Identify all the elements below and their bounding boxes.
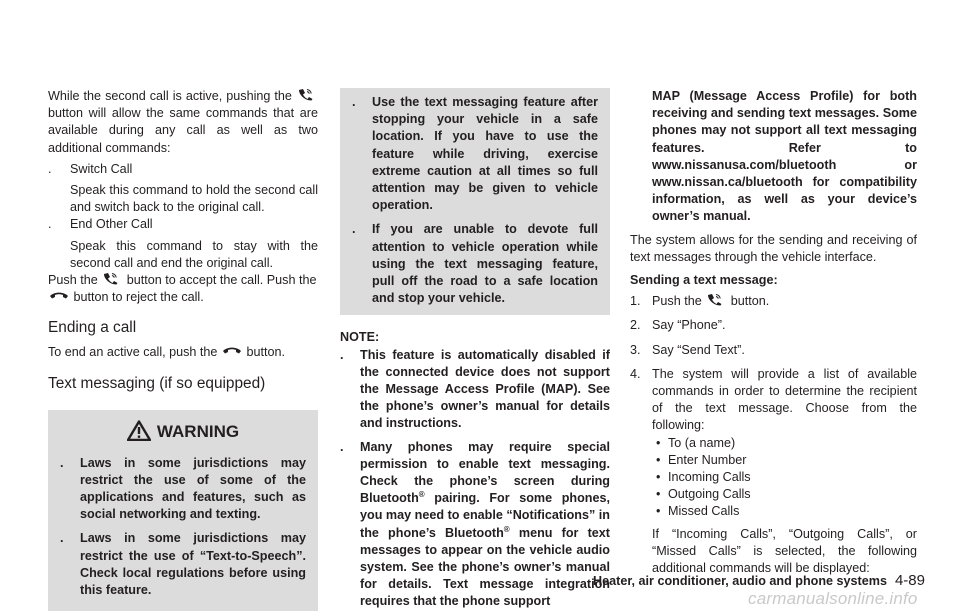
list-item — [652, 486, 917, 503]
note-text-continued: MAP (Message Access Profile) for both receiving and sending text messages. Some phones may not support all text messaging features. Refer to www.nissanusa.com/bluetooth or www.nissan.ca/bluetooth for compatibility information, as well as your device’s owner’s manual. — [652, 89, 917, 224]
phone-end-icon — [49, 289, 69, 302]
column-left — [48, 88, 318, 611]
warning-triangle-icon — [127, 420, 151, 441]
step-text: Say “Phone”. — [652, 318, 726, 333]
note-label: NOTE: — [340, 330, 380, 345]
text: button to reject the call. — [73, 290, 204, 305]
footer-section-title: Heater, air conditioner, audio and phone systems — [593, 574, 887, 588]
options-list — [630, 435, 917, 578]
list-item — [630, 342, 917, 359]
column-right — [630, 88, 917, 577]
heading-ending-call: Ending a call — [48, 319, 137, 337]
list-item-title: Switch Call — [70, 161, 133, 176]
bullet: • — [656, 452, 661, 467]
list-item — [630, 317, 917, 334]
phone-talk-icon — [297, 88, 317, 101]
bullet: . — [340, 439, 344, 454]
warning-text: Laws in some jurisdictions may restrict the use of some of the applications and features, such as social networking and texting. — [80, 455, 306, 522]
note-text: This feature is automatically disabled if the connected device does not support the Message Access Profile (MAP). See the phone’s owner’s manual for details and instructions. — [360, 347, 610, 431]
warning-text: If you are unable to devote full attention to vehicle operation while using the text messaging feature, pull off the road to a safe location and stop your vehicle. — [372, 222, 598, 306]
list-item-desc: Speak this command to stay with the second call and end the original call. — [70, 238, 318, 270]
list-item — [652, 452, 917, 469]
warning-heading — [60, 420, 306, 443]
warning-box-continued — [340, 88, 610, 315]
list-item — [48, 216, 318, 233]
bullet: • — [656, 470, 661, 485]
bullet: . — [60, 531, 64, 546]
step-text: Say “Send Text”. — [652, 342, 745, 357]
option-text: Missed Calls — [668, 504, 740, 519]
phone-end-icon — [222, 344, 242, 357]
option-text: Enter Number — [668, 452, 747, 467]
column-middle — [340, 88, 610, 611]
text: To end an active call, push the — [48, 345, 218, 360]
paragraph-accept-reject — [48, 272, 318, 306]
bullet: . — [352, 95, 356, 109]
list-item — [652, 435, 917, 452]
heading-text-messaging: Text messaging (if so equipped) — [48, 374, 266, 392]
note-text: pairing. For some phones, you may need to enable “Notifications” in the phone’s Bluetooth — [360, 491, 610, 540]
step-text: The system will provide a list of available commands in order to determine the recipient of the text message. Choose from the following: — [652, 366, 917, 433]
warning-item — [60, 455, 306, 524]
bullet: . — [48, 161, 52, 176]
list-item — [630, 293, 917, 310]
list-item — [652, 503, 917, 520]
step-number: 4. — [630, 366, 641, 381]
step-text: Push the — [652, 294, 702, 309]
text: button. — [246, 345, 285, 360]
option-text: To (a name) — [668, 435, 736, 450]
phone-talk-icon — [102, 272, 122, 285]
text: While the second call is active, pushing the — [48, 89, 292, 103]
watermark: carmanualsonline.info — [748, 589, 918, 608]
warning-item — [352, 94, 598, 214]
text: Push the — [48, 273, 98, 288]
note-text: menu for text messages to appear on the vehicle audio system. See the phone’s owner’s manual for details. Text message integration requires that the phone support — [360, 525, 610, 609]
step-text: button. — [730, 294, 770, 309]
step-number: 1. — [630, 294, 641, 309]
list-item — [630, 366, 917, 435]
page-footer — [555, 572, 925, 590]
step-number: 2. — [630, 318, 641, 333]
bullet: • — [656, 504, 661, 519]
phone-talk-icon — [706, 293, 726, 306]
text: button will allow the same commands that are available during any call as well as two additional commands: — [48, 106, 318, 155]
bullet: . — [60, 455, 64, 470]
warning-title: WARNING — [156, 421, 240, 441]
step-number: 3. — [630, 342, 641, 357]
paragraph-second-call — [48, 88, 318, 157]
bullet: • — [656, 487, 661, 502]
option-text: Incoming Calls — [668, 470, 751, 485]
paragraph-end-call — [48, 344, 318, 361]
list-item-desc: Speak this command to hold the second call and switch back to the original call. — [70, 183, 318, 215]
warning-text: Use the text messaging feature after stopping your vehicle in a safe location. If you have to use the feature while driving, exercise extreme caution at all times so full attention may be given to vehicle operation. — [372, 95, 598, 213]
note-item — [340, 347, 610, 433]
paragraph-closing: If “Incoming Calls”, “Outgoing Calls”, or “Missed Calls” is selected, the following additional commands will be displayed: — [652, 526, 917, 576]
list-item-title: End Other Call — [70, 217, 153, 232]
warning-text: Laws in some jurisdictions may restrict the use of “Text-to-Speech”. Check local regulations before using this feature. — [80, 531, 306, 598]
page-number: 4-89 — [894, 572, 925, 589]
warning-box — [48, 410, 318, 611]
note-text: Many phones may require special permission to enable text messaging. Check the phone’s screen during Bluetooth — [360, 439, 610, 506]
paragraph-intro: The system allows for the sending and receiving of text messages through the vehicle interface. — [630, 232, 917, 264]
registered-mark: ® — [418, 490, 425, 500]
list-item — [48, 161, 318, 178]
text: button to accept the call. Push the — [126, 273, 317, 288]
bullet: . — [340, 347, 344, 362]
list-item — [652, 469, 917, 486]
bullet: • — [656, 435, 661, 450]
registered-mark: ® — [503, 524, 510, 534]
option-text: Outgoing Calls — [668, 487, 751, 502]
heading-sending-text: Sending a text message: — [630, 273, 778, 288]
warning-item — [352, 221, 598, 307]
bullet: . — [48, 217, 52, 232]
bullet: . — [352, 222, 356, 237]
warning-item — [60, 530, 306, 599]
